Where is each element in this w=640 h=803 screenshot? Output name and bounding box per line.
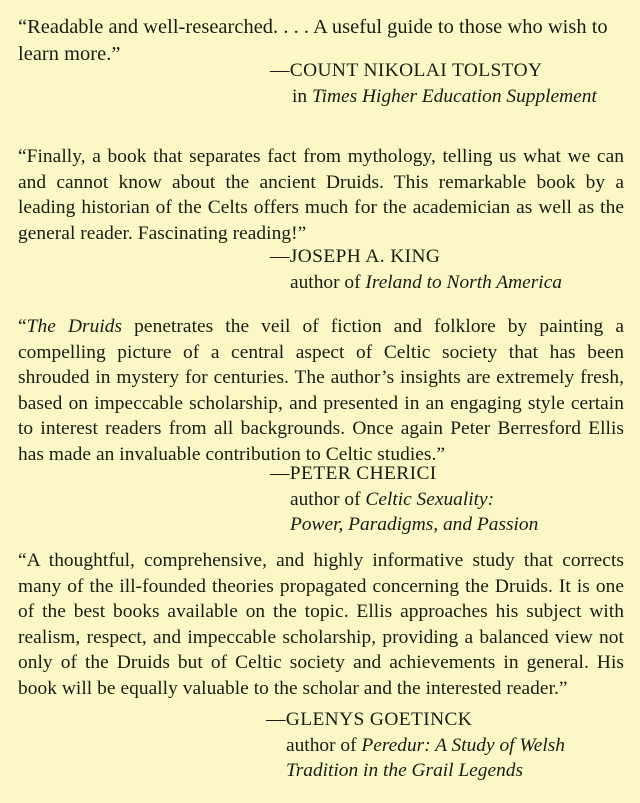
credit-prefix: author of (290, 271, 361, 293)
review-attribution (270, 58, 597, 109)
review-quote (18, 314, 624, 468)
quote-open-mark: “ (18, 316, 27, 337)
reviewer-name: —JOSEPH A. KING (270, 246, 441, 267)
review-quote: “A thoughtful, comprehensive, and highly informative study that corrects many of the ill-founded theories propagated concerning the Druids. It is one of the best books available on the topic. Ellis approaches his subject with realism, respect, and impeccable scholarship, providing a balanced view not only of the Druids but of Celtic society and achievements in general. His book will be equally valuable to the scholar and the interested reader.” (18, 550, 624, 699)
quote-body: penetrates the veil of fiction and folklore by painting a compelling picture of a central aspect of Celtic society that has been shrouded in mystery for centuries. The author’s insights are extremely fresh, based on impeccable scholarship, and presented in an engaging style certain to interest readers from all backgrounds. Once again Peter Berresford Ellis has made an invaluable contribution to Celtic studies.” (18, 316, 624, 465)
review-blurb-cherici (18, 314, 624, 468)
credit-publication: Times Higher Education Supplement (311, 85, 597, 107)
review-blurb-goetinck (18, 548, 624, 702)
credit-prefix: author of (286, 734, 357, 756)
credit-book-title: Celtic Sexuality: (365, 488, 495, 510)
review-attribution (266, 707, 565, 784)
quote-book-title: The Druids (26, 316, 123, 337)
credit-prefix: author of (290, 488, 361, 510)
credit-book-title-continued: Tradition in the Grail Legends (286, 760, 524, 782)
review-quote: “Finally, a book that separates fact from mythology, telling us what we can and cannot know about the ancient Druids. This remarkable book by a leading historian of the Celts offers much for the academician as well as the general reader. Fascinating reading!” (18, 146, 624, 244)
reviewer-name: —GLENYS GOETINCK (266, 709, 473, 730)
review-quote: “Readable and well-researched. . . . A useful guide to those who wish to learn more.” (18, 16, 608, 65)
credit-book-title: Peredur: A Study of Welsh (361, 734, 565, 756)
review-attribution (270, 244, 562, 295)
credit-book-title: Ireland to North America (365, 271, 562, 293)
credit-book-title-continued: Power, Paradigms, and Passion (290, 514, 539, 536)
reviewer-name: —COUNT NIKOLAI TOLSTOY (270, 60, 543, 81)
credit-prefix: in (292, 85, 308, 107)
reviewer-name: —PETER CHERICI (270, 463, 437, 484)
review-attribution (270, 461, 538, 538)
review-blurb-king (18, 144, 624, 246)
